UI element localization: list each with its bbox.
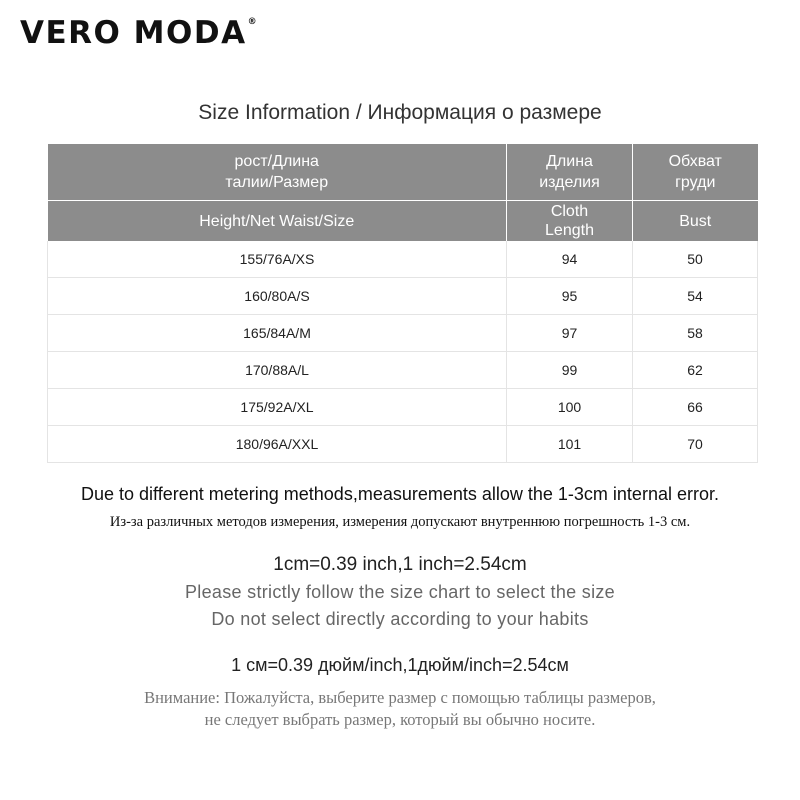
brand-name: VERO MODA [20, 15, 247, 51]
bust-cell: 70 [633, 426, 758, 463]
measurement-error-note-en: Due to different metering methods,measurements allow the 1-3cm internal error. [81, 484, 719, 504]
size-table [47, 144, 758, 463]
registered-mark: ® [247, 17, 257, 27]
length-cell: 94 [507, 241, 633, 278]
unit-conversion-en: 1cm=0.39 inch,1 inch=2.54cm [273, 554, 527, 575]
unit-conversion-ru: 1 см=0.39 дюйм/inch,1дюйм/inch=2.54см [231, 655, 569, 675]
size-cell: 165/84A/M [48, 315, 507, 352]
length-cell: 101 [507, 426, 633, 463]
bust-cell: 50 [633, 241, 758, 278]
size-cell: 170/88A/L [48, 352, 507, 389]
header-length-en: Cloth Length [507, 201, 633, 242]
measurement-error-note-ru: Из-за различных методов измерения, измерения допускают внутреннюю погрешность 1-3 см. [109, 514, 691, 530]
length-cell: 100 [507, 389, 633, 426]
header-row-en [48, 201, 758, 242]
page-title: Size Information / Информация о размере [198, 101, 602, 124]
table-row [48, 426, 758, 463]
size-tip-line-2: Do not select directly according to your habits [211, 609, 589, 629]
header-bust-en: Bust [633, 201, 758, 242]
header-row-ru [48, 144, 758, 201]
table-row [48, 352, 758, 389]
size-cell: 175/92A/XL [48, 389, 507, 426]
bust-cell: 62 [633, 352, 758, 389]
header-bust-ru: Обхват груди [633, 144, 758, 201]
table-row [48, 315, 758, 352]
brand-logo [20, 15, 257, 51]
size-cell: 180/96A/XXL [48, 426, 507, 463]
size-cell: 155/76A/XS [48, 241, 507, 278]
length-cell: 97 [507, 315, 633, 352]
size-tip-line-1: Please strictly follow the size chart to select the size [185, 582, 615, 602]
warning-line-2: не следует выбрать размер, который вы обычно носите. [204, 710, 596, 729]
bust-cell: 66 [633, 389, 758, 426]
header-size-ru: рост/Длина талии/Размер [48, 144, 507, 201]
header-length-ru: Длина изделия [507, 144, 633, 201]
warning-line-1: Внимание: Пожалуйста, выберите размер с помощью таблицы размеров, [144, 688, 656, 707]
length-cell: 99 [507, 352, 633, 389]
size-cell: 160/80A/S [48, 278, 507, 315]
table-row [48, 241, 758, 278]
bust-cell: 54 [633, 278, 758, 315]
table-row [48, 389, 758, 426]
table-row [48, 278, 758, 315]
length-cell: 95 [507, 278, 633, 315]
bust-cell: 58 [633, 315, 758, 352]
header-size-en: Height/Net Waist/Size [48, 201, 507, 242]
